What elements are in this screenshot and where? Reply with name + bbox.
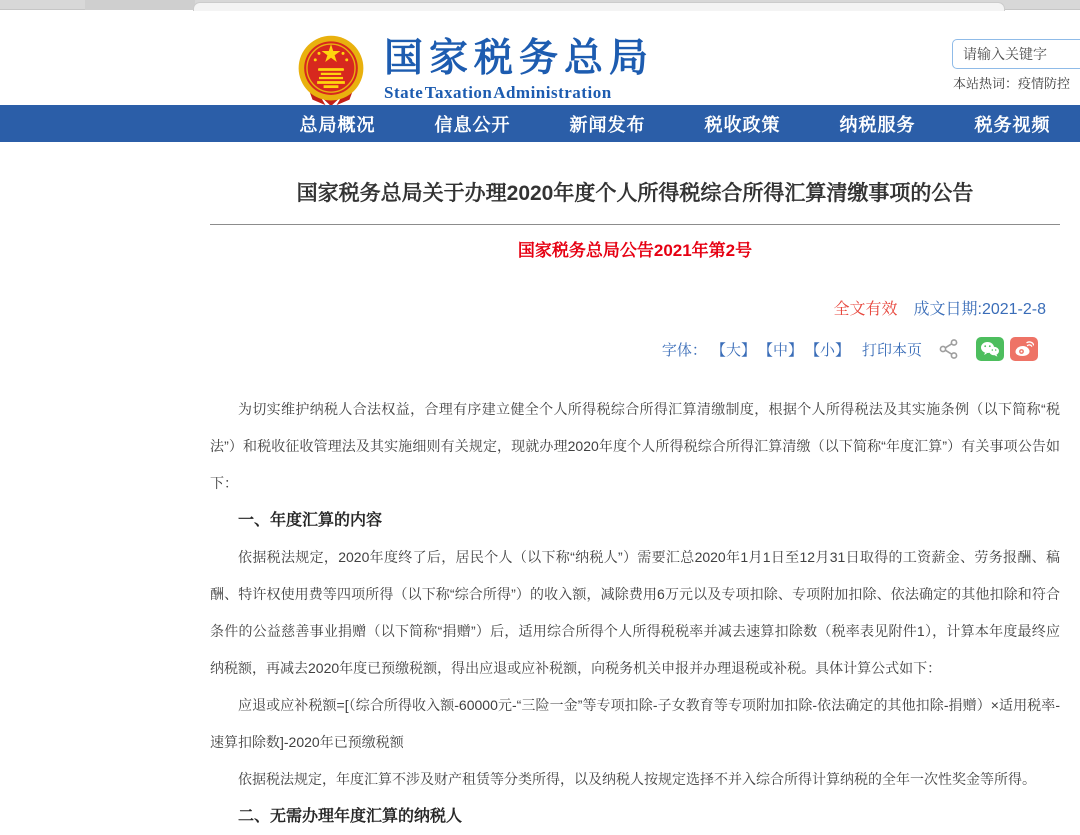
font-large-button[interactable]: 【大】 — [710, 341, 756, 359]
nav-item-info-disclosure[interactable]: 信息公开 — [434, 114, 511, 135]
paragraph: 依据税法规定，年度汇算不涉及财产租赁等分类所得，以及纳税人按规定选择不并入综合所得计算纳税的全年一次性奖金等所得。 — [238, 771, 1036, 787]
toolbar-row — [210, 337, 1060, 361]
nav-item-tax-video[interactable]: 税务视频 — [974, 114, 1051, 135]
browser-tab-active[interactable] — [193, 2, 1005, 11]
nav-item-tax-service[interactable]: 纳税服务 — [839, 114, 916, 135]
print-page-button[interactable]: 打印本页 — [861, 341, 922, 359]
share-icon[interactable] — [938, 338, 960, 360]
hotwords-label: 本站热词： — [953, 76, 1019, 91]
search-input[interactable] — [952, 39, 1080, 69]
nav-item-news[interactable]: 新闻发布 — [569, 114, 646, 135]
page-title: 国家税务总局关于办理2020年度个人所得税综合所得汇算清缴事项的公告 — [296, 182, 974, 205]
article-body — [210, 391, 1060, 835]
title-divider — [210, 224, 1060, 225]
nav-item-tax-policy[interactable]: 税收政策 — [704, 114, 781, 135]
section-heading-1: 一、年度汇算的内容 — [238, 512, 383, 529]
announcement-article — [210, 142, 1060, 835]
font-small-button[interactable]: 【小】 — [804, 341, 850, 359]
font-size-label: 字体： — [661, 341, 707, 359]
wechat-share-icon[interactable] — [976, 337, 1004, 361]
share-buttons — [938, 337, 1038, 361]
paragraph: 依据税法规定，2020年度终了后，居民个人（以下称“纳税人”）需要汇总2020年1月1日至12月31日取得的工资薪金、劳务报酬、稿酬、特许权使用费等四项所得（以下称“综合所得”）的收入额，减除费用6万元以及专项扣除、专项附加扣除、依法确定的其他扣除和符合条件的公益慈善事业捐赠（以下简称“捐赠”）后，适用综合所得个人所得税税率并减去速算扣除数（税率表见附件1），计算本年度最终应纳税额，再减去2020年度已预缴税额，得出应退或应补税额，向税务机关申报并办理退税或补税。具体计算公式如下： — [210, 549, 1060, 676]
formula-paragraph: 应退或应补税额=[（综合所得收入额-60000元-“三险一金”等专项扣除-子女教育等专项附加扣除-依法确定的其他扣除-捐赠）×适用税率-速算扣除数]-2020年已预缴税额 — [210, 697, 1060, 750]
browser-tab-inactive[interactable] — [85, 0, 195, 10]
hotword-link[interactable]: 疫情防控 — [1018, 76, 1071, 91]
browser-tab-strip — [0, 0, 1080, 10]
doc-date: 成文日期:2021-2-8 — [913, 301, 1046, 318]
site-title-cn: 国家税务总局 — [384, 37, 655, 80]
doc-number: 国家税务总局公告2021年第2号 — [517, 241, 753, 260]
national-emblem-logo[interactable] — [294, 32, 368, 108]
section-heading-2: 二、无需办理年度汇算的纳税人 — [238, 808, 463, 825]
site-title-en: State Taxation Administration — [384, 83, 612, 102]
hotwords-row — [953, 73, 1070, 92]
weibo-share-icon[interactable] — [1010, 337, 1038, 361]
main-nav — [0, 105, 1080, 142]
status-badge: 全文有效 — [833, 301, 898, 318]
site-logo[interactable] — [384, 37, 684, 103]
font-medium-button[interactable]: 【中】 — [757, 341, 803, 359]
nav-item-overview[interactable]: 总局概况 — [299, 114, 376, 135]
doc-meta-row — [210, 299, 1060, 321]
site-header — [0, 11, 1080, 105]
paragraph: 为切实维护纳税人合法权益，合理有序建立健全个人所得税综合所得汇算清缴制度，根据个人所得税法及其实施条例（以下简称“税法”）和税收征收管理法及其实施细则有关规定，现就办理2020年度个人所得税综合所得汇算清缴（以下简称“年度汇算”）有关事项公告如下： — [210, 401, 1060, 491]
